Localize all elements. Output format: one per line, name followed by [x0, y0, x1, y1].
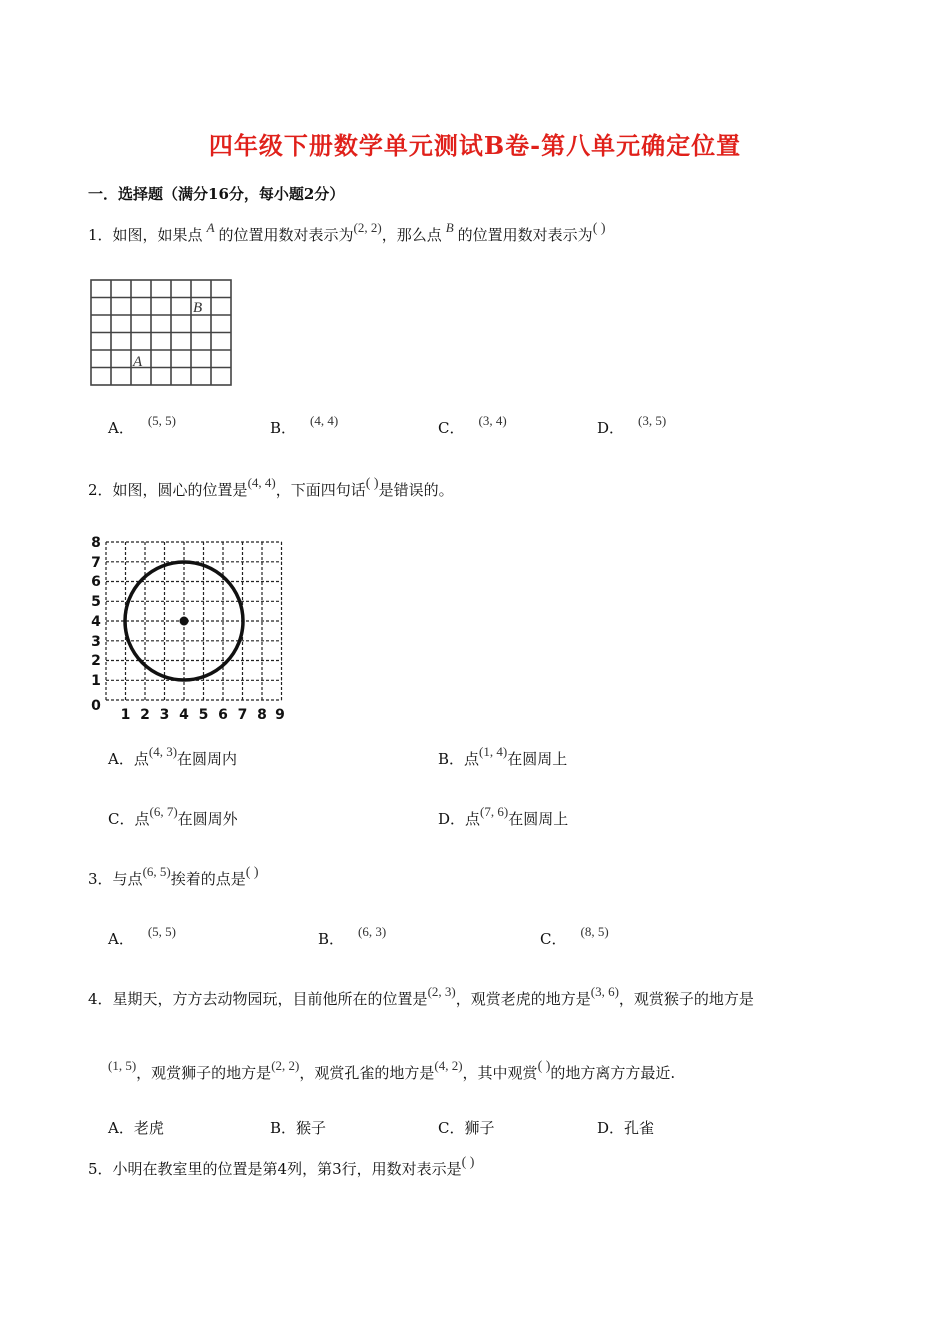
x-tick: 3 [159, 707, 170, 723]
x-tick: 8 [257, 707, 267, 723]
grid-point-b-label: B [193, 300, 203, 316]
q2-option-b[interactable]: B．点(1, 4)在圆周上 [438, 744, 568, 768]
q3-option-a[interactable]: A． (5, 5) [108, 924, 177, 948]
q1-option-c[interactable]: C． (3, 4) [438, 413, 507, 437]
q2-option-c[interactable]: C．点(6, 7)在圆周外 [108, 804, 238, 828]
q1-text-b: 的位置用数对表示为 [218, 226, 354, 244]
page-title: 四年级下册数学单元测试B卷-第八单元确定位置 [208, 131, 742, 160]
q2-circle-grid-figure [88, 530, 288, 725]
y-tick: 3 [91, 634, 101, 650]
q3-option-c[interactable]: C． (8, 5) [540, 924, 609, 948]
y-tick: 4 [91, 614, 101, 630]
x-tick: 6 [218, 707, 228, 723]
q1-answer-blank: ( ) [592, 221, 606, 236]
q3-answer-blank: ( ) [245, 865, 259, 880]
y-tick: 8 [91, 535, 101, 551]
y-tick: 5 [91, 594, 101, 610]
y-tick: 7 [91, 555, 101, 571]
x-tick: 1 [120, 707, 131, 723]
q1-pair-a: (2, 2) [353, 220, 382, 235]
q5-answer-blank: ( ) [461, 1155, 475, 1170]
q4-option-d[interactable]: D．孔雀 [597, 1119, 655, 1137]
q1-text-d: 的位置用数对表示为 [457, 226, 593, 244]
q1-text-a: 如图，如果点 [112, 226, 203, 244]
q1-var-a: A [206, 220, 215, 235]
question-5: 5．小明在教室里的位置是第4列，第3行，用数对表示是( ) [88, 1155, 475, 1178]
question-4-line-1: 4．星期天，方方去动物园玩，目前他所在的位置是(2, 3)，观赏老虎的地方是(3, 6)，观赏猴子的地方是 [88, 984, 754, 1008]
q1-option-a[interactable]: A． (5, 5) [108, 413, 177, 437]
y-tick: 2 [91, 653, 101, 669]
q1-option-b[interactable]: B． (4, 4) [270, 413, 339, 437]
section-heading: 一．选择题（满分16分，每小题2分） [88, 185, 345, 203]
x-tick: 4 [179, 707, 189, 723]
q1-text-c: ，那么点 [381, 226, 442, 244]
q1-var-b: B [445, 220, 454, 235]
q4-option-c[interactable]: C．狮子 [438, 1119, 495, 1137]
x-tick: 9 [275, 707, 285, 723]
y-tick: 1 [91, 673, 101, 689]
q3-option-b[interactable]: B． (6, 3) [318, 924, 387, 948]
question-2: 2．如图，圆心的位置是(4, 4)，下面四句话( )是错误的。 [88, 475, 454, 499]
grid-point-a-label: A [133, 354, 143, 370]
q2-option-a[interactable]: A．点(4, 3)在圆周内 [108, 744, 238, 768]
q2-option-d[interactable]: D．点(7, 6)在圆周上 [438, 804, 569, 828]
question-4-line-2: (1, 5)，观赏狮子的地方是(2, 2)，观赏孔雀的地方是(4, 2)，其中观赏( )的地方离方方最近. [108, 1058, 676, 1082]
q2-center-pair: (4, 4) [247, 475, 276, 490]
q1-grid-figure [90, 279, 234, 389]
origin-label: 0 [91, 698, 101, 714]
q1-option-d[interactable]: D． (3, 5) [597, 413, 667, 437]
question-3: 3．与点(6, 5)挨着的点是( ) [88, 864, 259, 888]
q4-option-a[interactable]: A．老虎 [108, 1119, 164, 1137]
q1-number: 1． [88, 226, 113, 244]
question-1 [88, 220, 606, 245]
x-tick: 2 [140, 707, 150, 723]
x-tick: 5 [198, 707, 209, 723]
x-tick: 7 [237, 707, 248, 723]
q4-answer-blank: ( ) [537, 1059, 551, 1074]
q4-option-b[interactable]: B．猴子 [270, 1119, 327, 1137]
y-tick: 6 [91, 574, 101, 590]
circle-center-dot [180, 617, 189, 626]
q2-answer-blank: ( ) [365, 476, 379, 491]
